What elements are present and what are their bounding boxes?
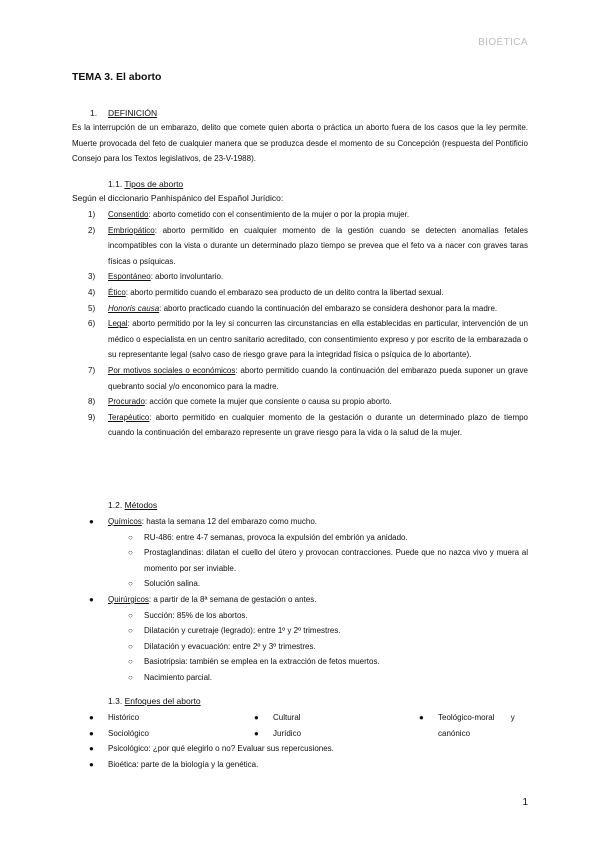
item-term: Honoris causa	[108, 303, 160, 313]
definition-paragraph: Es la interrupción de un embarazo, delito que comete quien aborta o práctica un aborto fuera de los casos que la ley permite. Muerte provocada del feto de cualquier manera que se produzca desde el momento de su Concepción (respuesta del Pontificio Consejo para los Textos legislativos, de 23-V-1988).	[72, 123, 528, 163]
item-text: Bioética: parte de la biología y la genética.	[108, 759, 259, 769]
list-item	[72, 394, 528, 410]
sublist-text: Basiotripsia: también se emplea en la extracción de fetos muertos.	[144, 657, 380, 667]
list-item	[89, 741, 334, 757]
circle-bullet-icon: ○	[128, 626, 133, 636]
item-term: Legal	[108, 319, 128, 329]
list-item	[72, 223, 528, 270]
page-number: 1	[522, 797, 528, 808]
item-text: : hasta la semana 12 del embarazo como mucho.	[141, 517, 318, 526]
quimicos-sublist	[108, 530, 528, 592]
subsection-heading-text: Tipos de aborto	[124, 179, 184, 189]
page-title: TEMA 3. El aborto	[72, 71, 162, 83]
bullet-icon: ●	[254, 728, 259, 738]
item-text: Cultural	[273, 713, 301, 722]
section-heading-definicion	[90, 108, 157, 118]
item-term: Terapéutico	[108, 412, 150, 422]
sublist-item	[108, 623, 528, 639]
item-number: 8)	[88, 397, 96, 407]
bullet-icon: ●	[89, 594, 94, 604]
item-number: 2)	[88, 225, 96, 235]
list-item	[72, 410, 528, 441]
list-item	[72, 285, 528, 301]
item-text-continued: canónico	[438, 728, 471, 738]
bullet-icon: ●	[89, 517, 94, 526]
item-number: 5)	[88, 303, 96, 313]
tipos-list	[72, 207, 528, 441]
sublist-text: Succión: 85% de los abortos.	[144, 610, 248, 620]
sublist-text: Prostaglandinas: dilatan el cuello del útero y provocan contracciones. Puede que no nazca vivo y muera al momento por ser inviable.	[144, 548, 528, 573]
circle-bullet-icon: ○	[128, 532, 133, 542]
item-text: : aborto permitido por la ley si concurren las circunstancias en ella establecidas en particular, intervención de un médico o especialista en un centro sanitario acreditado, con consentimiento expreso y por escrito de la embarazada o su representante legal (salvo caso de riesgo grave para la integridad física o psíquica de lo abortante).	[108, 319, 528, 360]
item-term: Químicos	[108, 517, 142, 526]
sublist-item	[108, 576, 528, 592]
list-item	[89, 710, 140, 726]
list-item	[72, 269, 528, 285]
item-text: : aborto permitido en cualquier momento de la gestión cuando se detecten anomalías fetales incompatibles con la vista o durante un determinado plazo tiempo se prevea que el feto va a nacer con graves taras físicas o psíquicas.	[108, 225, 528, 266]
bullet-icon: ●	[89, 744, 94, 754]
item-number: 9)	[88, 412, 96, 422]
circle-bullet-icon: ○	[128, 672, 133, 682]
section-heading-text: DEFINICIÓN	[108, 108, 158, 118]
item-term: Espontáneo	[108, 272, 151, 282]
list-item	[254, 726, 302, 742]
list-item	[72, 207, 528, 223]
item-text: : acción que comete la mujer que consiente o causa su propio aborto.	[144, 397, 392, 407]
item-text: Teológico-moral y	[438, 713, 515, 722]
item-text: : aborto permitido cuando la continuación del embarazo pueda suponer un grave quebranto social y/o enconomico para la madre.	[108, 365, 529, 391]
item-text: : aborto permitido en cualquier momento de la gestación o durante un determinado plazo de tiempo cuando la continuación del embarazo represente un grave riesgo para la vida o la salud de la mujer.	[108, 412, 528, 438]
bullet-icon: ●	[89, 728, 94, 738]
sublist-text: RU-486: entre 4-7 semanas, provoca la expulsión del embrión ya anidado.	[144, 532, 408, 542]
item-term: Por motivos sociales o económicos	[108, 365, 236, 375]
circle-bullet-icon: ○	[128, 657, 133, 667]
sublist-item	[108, 530, 528, 546]
item-text: Histórico	[108, 713, 140, 722]
item-number: 1)	[88, 210, 96, 219]
sublist-text: Nacimiento parcial.	[144, 672, 213, 682]
bullet-icon: ●	[419, 713, 424, 722]
list-item	[89, 726, 149, 742]
list-item-quimicos	[72, 514, 528, 592]
circle-bullet-icon: ○	[128, 610, 133, 620]
list-item	[72, 301, 528, 317]
metodos-list	[72, 514, 528, 686]
item-term: Quirúrgicos	[108, 594, 149, 604]
item-text: : aborto involuntario.	[150, 272, 224, 282]
running-header: BIOÉTICA	[478, 37, 528, 48]
subsection-number: 1.3.	[108, 696, 123, 706]
sublist-text: Dilatación y evacuación: entre 2º y 3º trimestres.	[144, 641, 316, 651]
bullet-icon: ●	[89, 713, 94, 722]
list-item	[89, 757, 259, 773]
subsection-heading-metodos	[108, 500, 157, 510]
quirurgicos-sublist	[108, 608, 528, 686]
list-item	[72, 363, 528, 394]
list-item	[254, 710, 301, 726]
sublist-item	[108, 608, 528, 624]
subsection-heading-text: Enfoques del aborto	[124, 696, 201, 706]
circle-bullet-icon: ○	[128, 579, 133, 589]
item-term: Procurado	[108, 397, 145, 407]
subsection-heading-enfoques	[108, 696, 201, 706]
circle-bullet-icon: ○	[128, 641, 133, 651]
bullet-icon: ●	[89, 759, 94, 769]
sublist-text: Dilatación y curetraje (legrado): entre 1º y 2º trimestres.	[144, 626, 341, 636]
item-text: : aborto practicado cuando la continuación del embarazo se considera deshonor para la madre.	[159, 303, 498, 313]
item-term: Embriopático	[108, 225, 155, 235]
item-term: Consentido	[108, 210, 149, 219]
sublist-item	[108, 654, 528, 670]
sublist-item	[108, 639, 528, 655]
subsection-number: 1.2.	[108, 500, 123, 510]
list-item-quirurgicos	[72, 592, 528, 686]
item-text: : aborto permitido cuando el embarazo sea producto de un delito contra la libertad sexual.	[125, 287, 444, 297]
subsection-heading-tipos	[108, 179, 183, 189]
item-number: 4)	[88, 287, 96, 297]
list-item	[72, 316, 528, 363]
circle-bullet-icon: ○	[128, 548, 133, 558]
item-text: : aborto cometido con el consentimiento de la mujer o por la propia mujer.	[148, 210, 410, 219]
bullet-icon: ●	[254, 713, 259, 722]
item-text: Jurídico	[273, 728, 302, 738]
item-number: 6)	[88, 319, 96, 329]
item-text: Psicológico: ¿por qué elegirlo o no? Evaluar sus repercusiones.	[108, 744, 334, 754]
sublist-item	[108, 545, 528, 576]
item-number: 3)	[88, 272, 96, 282]
item-text: Sociológico	[108, 728, 149, 738]
subsection-heading-text: Métodos	[124, 500, 158, 510]
sublist-item	[108, 670, 528, 686]
tipos-intro: Según el diccionario Panhispánico del Español Jurídico:	[72, 193, 284, 203]
item-text: : a partir de la 8ª semana de gestación o antes.	[148, 594, 317, 604]
section-number: 1.	[90, 108, 98, 118]
item-term: Ético	[108, 287, 126, 297]
item-number: 7)	[88, 365, 96, 375]
subsection-number: 1.1.	[108, 179, 123, 189]
sublist-text: Solución salina.	[144, 579, 201, 589]
list-item	[419, 710, 528, 741]
